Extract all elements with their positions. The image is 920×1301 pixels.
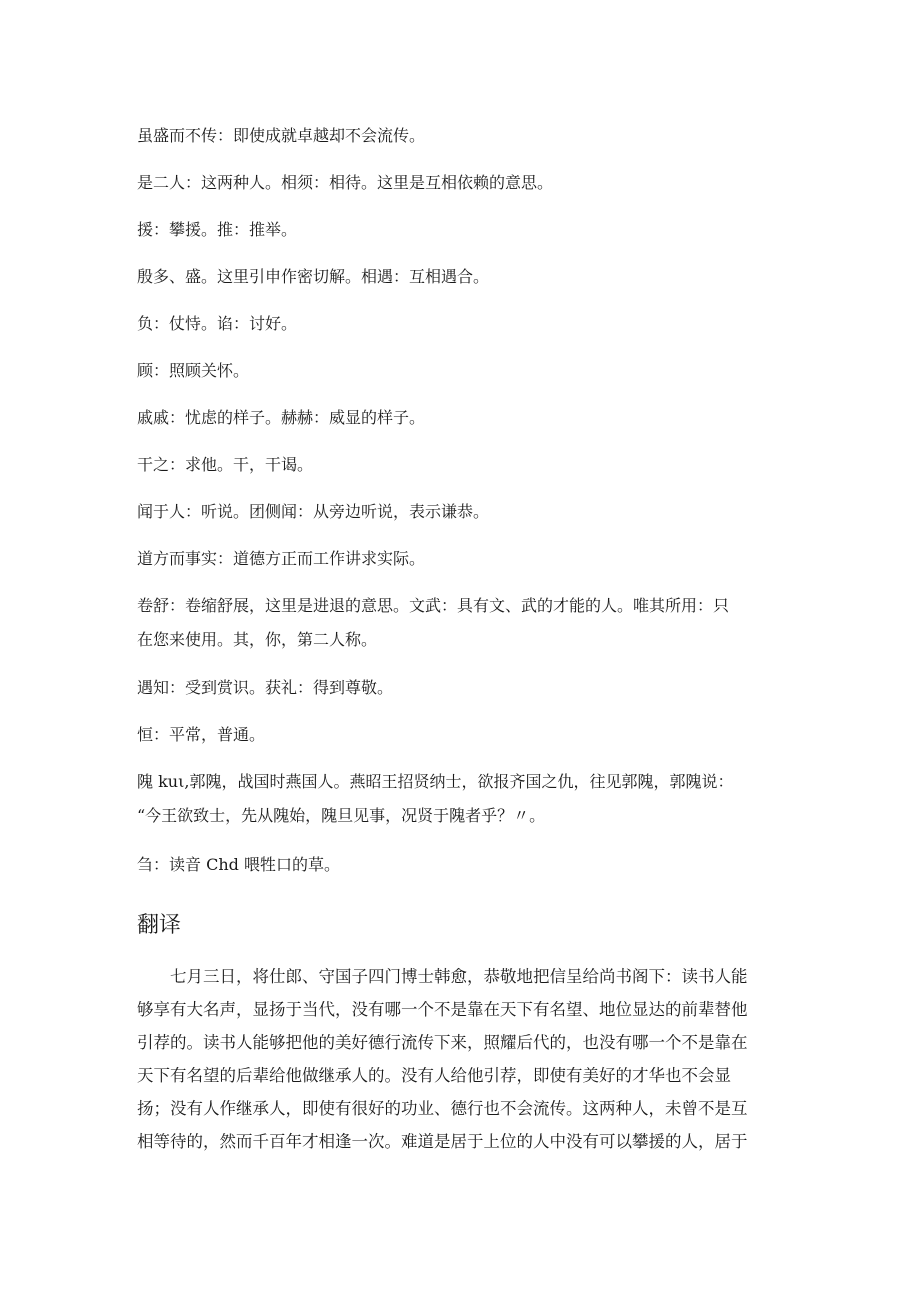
annotation-line: 遇知：受到赏识。获礼：得到尊敬。	[137, 678, 394, 697]
translation-line: 扬；没有人作继承人，即使有很好的功业、德行也不会流传。这两种人，未曾不是互	[137, 1099, 748, 1118]
annotation-15	[137, 848, 787, 882]
translation-line: 天下有名望的后辈给他做继承人的。没有人给他引荐，即使有美好的才华也不会显	[137, 1066, 731, 1085]
annotation-line: 刍：读音 Chd 喂牲口的草。	[137, 855, 340, 874]
translation-line: 引荐的。读书人能够把他的美好德行流传下来，照耀后代的，也没有哪一个不是靠在	[137, 1033, 748, 1052]
translation-line: 七月三日，将仕郎、守国子四门博士韩愈，恭敬地把信呈给尚书阁下：读书人能	[170, 967, 748, 986]
annotation-line: 恒：平常，普通。	[137, 725, 266, 744]
translation-line: 相等待的，然而千百年才相逢一次。难道是居于上位的人中没有可以攀援的人，居于	[137, 1132, 748, 1151]
annotation-line: 殷多、盛。这里引申作密切解。相遇：互相遇合。	[137, 267, 490, 286]
annotation-11	[137, 589, 787, 657]
annotation-9	[137, 495, 787, 529]
annotation-line: 是二人：这两种人。相须：相待。这里是互相依赖的意思。	[137, 173, 554, 192]
annotation-10	[137, 542, 787, 576]
annotation-line: 干之：求他。干，干谒。	[137, 455, 314, 474]
annotation-3	[137, 213, 787, 247]
annotation-line: 援：攀援。推：推举。	[137, 220, 298, 239]
section-heading: 翻译	[137, 913, 182, 938]
translation-paragraph	[137, 960, 787, 1158]
annotation-1	[137, 119, 787, 153]
annotation-2	[137, 166, 787, 200]
annotation-line: 负：仗恃。谄：讨好。	[137, 314, 298, 333]
annotation-line: 在您来使用。其，你，第二人称。	[137, 630, 378, 649]
annotation-12	[137, 671, 787, 705]
annotation-13	[137, 718, 787, 752]
annotation-5	[137, 307, 787, 341]
annotation-6	[137, 354, 787, 388]
annotation-line: 戚戚：忧虑的样子。赫赫：威显的样子。	[137, 408, 426, 427]
translation-line: 够享有大名声，显扬于当代，没有哪一个不是靠在天下有名望、地位显达的前辈替他	[137, 1000, 748, 1019]
annotation-14	[137, 765, 787, 833]
annotation-line: 隗 kuι,郭隗，战国时燕国人。燕昭王招贤纳士，欲报齐国之仇，往见郭隗，郭隗说：	[137, 772, 734, 791]
annotation-line: 顾：照顾关怀。	[137, 361, 250, 380]
annotation-line: 道方而事实：道德方正而工作讲求实际。	[137, 549, 426, 568]
annotation-8	[137, 448, 787, 482]
annotation-line: “今王欲致士，先从隗始，隗旦见事，况贤于隗者乎？〃。	[137, 806, 546, 825]
annotation-line: 虽盛而不传：即使成就卓越却不会流传。	[137, 126, 426, 145]
annotation-line: 卷舒：卷缩舒展，这里是进退的意思。文武：具有文、武的才能的人。唯其所用：只	[137, 596, 730, 615]
annotation-7	[137, 401, 787, 435]
annotation-line: 闻于人：听说。团侧闻：从旁边听说，表示谦恭。	[137, 502, 490, 521]
annotation-4	[137, 260, 787, 294]
